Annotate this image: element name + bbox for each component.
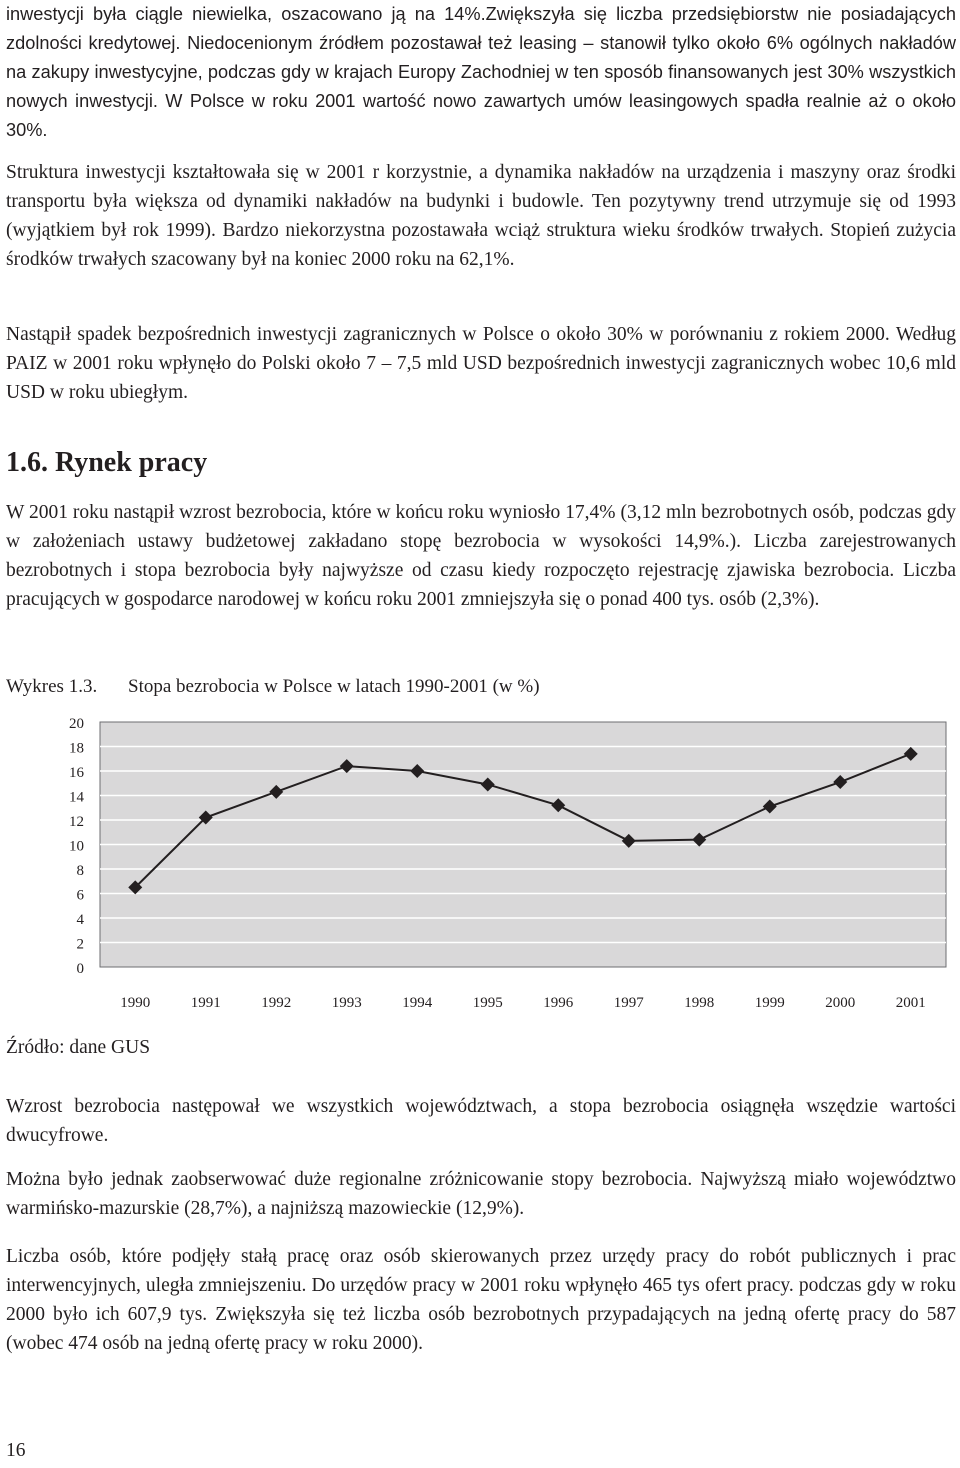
x-tick-label: 1991	[190, 995, 221, 1011]
y-tick-label: 12	[69, 814, 84, 830]
y-tick-label: 6	[76, 887, 84, 904]
x-tick-label: 1996	[543, 995, 574, 1011]
x-tick-label: 2001	[895, 995, 926, 1011]
page-number: 16	[6, 1440, 26, 1461]
paragraph-foreign-investment: Nastąpił spadek bezpośrednich inwestycji zagranicznych w Polsce o około 30% w porównaniu z rokiem 2000. Według PAIZ w 2001 roku wpłynęło do Polski około 7 – 7,5 mld USD bezpośrednich inwestycji zagranicznych wobec 10,6 mld USD w roku ubiegłym.	[6, 324, 956, 403]
x-tick-label: 1997	[613, 995, 644, 1011]
y-tick-label: 4	[76, 912, 84, 928]
y-tick-label: 18	[69, 740, 84, 757]
x-tick-label: 1994	[402, 995, 433, 1011]
paragraph-regional-differences: Można było jednak zaobserwować duże regionalne zróżnicowanie stopy bezrobocia. Najwyższą miało województwo warmińsko-mazurskie (28,7%), a najniższą mazowieckie (12,9%).	[6, 1169, 956, 1219]
figure-label: Wykres 1.3.	[6, 676, 98, 697]
paragraph-regional-unemployment: Wzrost bezrobocia następował we wszystkich województwach, a stopa bezrobocia osiągnęła wszędzie wartości dwucyfrowe.	[6, 1096, 956, 1146]
chart-svg	[6, 705, 956, 1025]
x-tick-label: 1990	[120, 995, 151, 1011]
paragraph-investment-leasing: inwestycji była ciągle niewielka, oszacowano ją na 14%.Zwiększyła się liczba przedsiębiorstw nie posiadających zdolności kredytowej. Niedocenionym źródłem pozostawał też leasing – stanowił tylko około 6% ogólnych nakładów na zakupy inwestycyjne, podczas gdy w krajach Europy Zachodniej w ten sposób finansowanych jest 30% wszystkich nowych inwestycji. W Polsce w roku 2001 wartość nowo zawartych umów leasingowych spadła realnie aż o około 30%.	[6, 4, 956, 140]
x-tick-label: 1992	[261, 995, 292, 1011]
y-tick-label: 0	[76, 961, 84, 977]
x-tick-label: 2000	[825, 995, 856, 1011]
y-tick-label: 20	[69, 716, 84, 732]
x-tick-label: 1998	[684, 995, 715, 1011]
y-tick-label: 10	[69, 838, 84, 855]
figure-title: Stopa bezrobocia w Polsce w latach 1990-2001 (w %)	[128, 676, 540, 697]
figure-source: Źródło: dane GUS	[6, 1037, 151, 1058]
paragraph-investment-structure: Struktura inwestycji kształtowała się w 2001 r korzystnie, a dynamika nakładów na urządzenia i maszyny oraz środki transportu była większa od dynamiki nakładów na budynki i budowle. Ten pozytywny trend utrzymuje się od 1993 (wyjątkiem był rok 1999). Bardzo niekorzystna pozostawała wciąż struktura wieku środków trwałych. Stopień zużycia środków trwałych szacowany był na koniec 2000 roku na 62,1%.	[6, 162, 956, 270]
unemployment-chart	[6, 705, 956, 1025]
y-tick-label: 14	[69, 789, 84, 806]
y-tick-label: 2	[76, 936, 84, 953]
x-tick-label: 1999	[754, 995, 785, 1011]
y-tick-label: 16	[69, 765, 84, 781]
y-tick-label: 8	[76, 863, 84, 879]
x-tick-label: 1993	[331, 995, 362, 1011]
paragraph-job-offers: Liczba osób, które podjęły stałą pracę oraz osób skierowanych przez urzędy pracy do robót publicznych i prac interwencyjnych, uległa zmniejszeniu. Do urzędów pracy w 2001 roku wpłynęło 465 tys ofert pracy. podczas gdy w roku 2000 było ich 607,9 tys. Zwiększyła się też liczba osób bezrobotnych przypadających na jedną ofertę pracy do 587 (wobec 474 osób na jedną ofertę pracy w roku 2000).	[6, 1246, 956, 1354]
section-heading: 1.6. Rynek pracy	[6, 447, 208, 478]
x-tick-label: 1995	[472, 995, 503, 1011]
paragraph-unemployment-growth: W 2001 roku nastąpił wzrost bezrobocia, które w końcu roku wyniosło 17,4% (3,12 mln bezrobotnych osób, podczas gdy w założeniach ustawy budżetowej zakładano stopę bezrobocia w wysokości 14,9%.). Liczba zarejestrowanych bezrobotnych i stopa bezrobocia były najwyższe od czasu kiedy rozpoczęto rejestrację zjawiska bezrobocia. Liczba pracujących w gospodarce narodowej w końcu roku 2001 zmniejszyła się o ponad 400 tys. osób (2,3%).	[6, 502, 956, 610]
